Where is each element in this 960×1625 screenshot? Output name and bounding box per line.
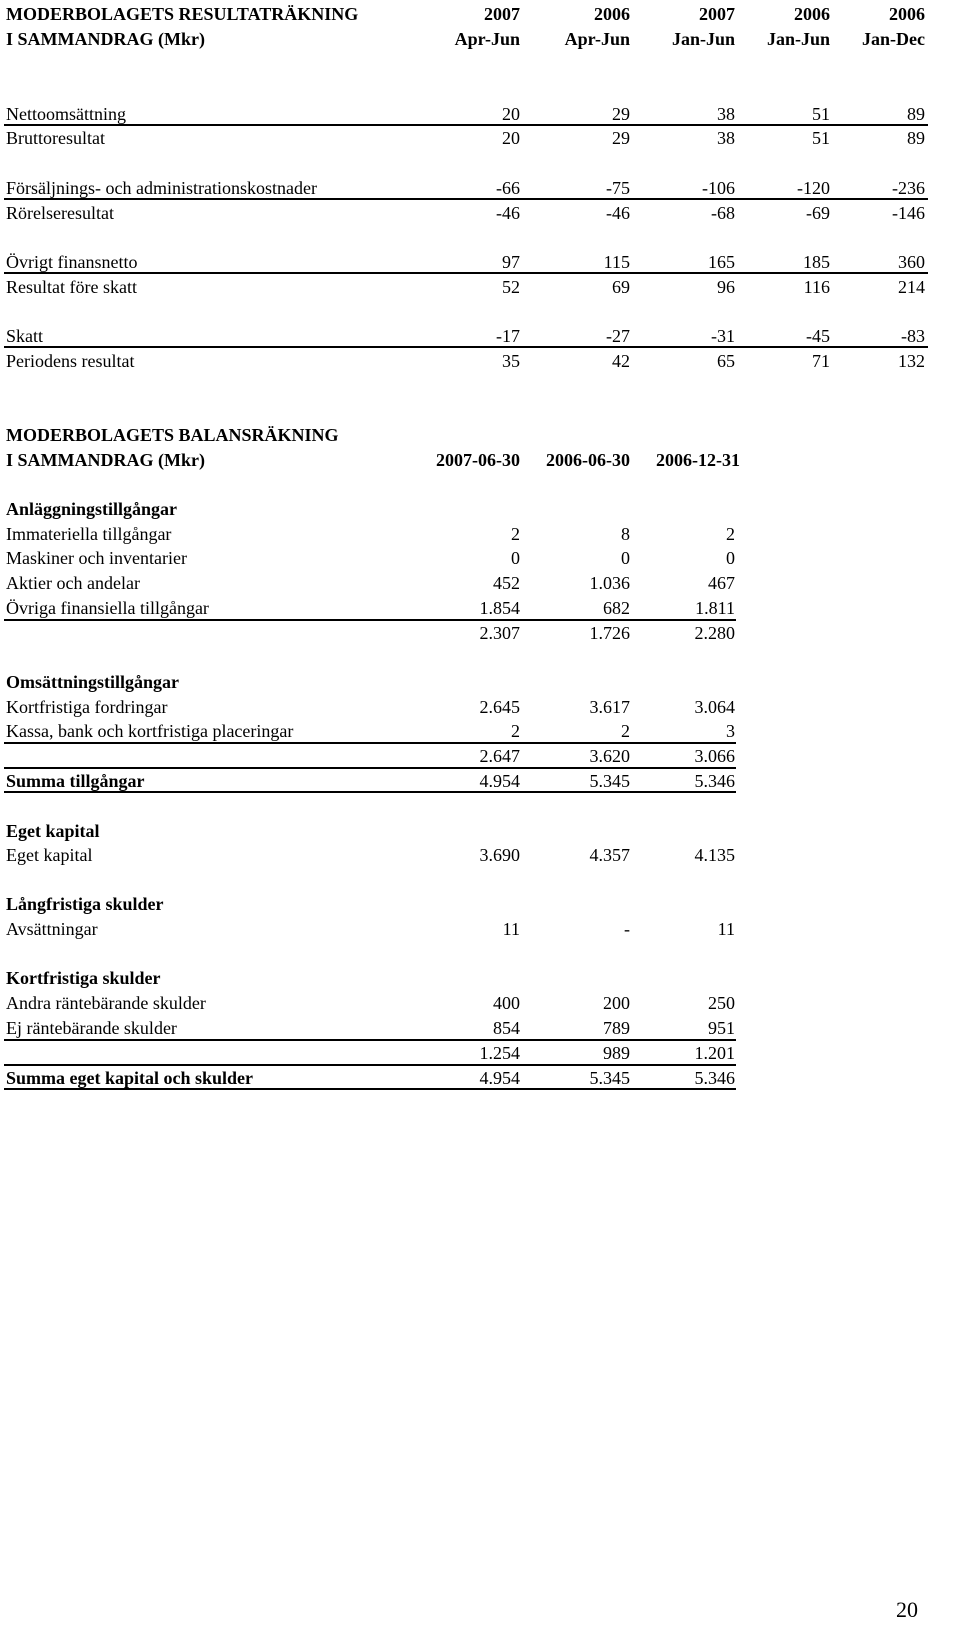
income-cell: -17	[496, 326, 520, 346]
balance-row-label: Övriga finansiella tillgångar	[6, 598, 209, 618]
balance-cell: -	[624, 919, 630, 939]
income-cell: 29	[612, 104, 630, 124]
income-cell: 89	[907, 128, 925, 148]
income-cell: -46	[606, 203, 630, 223]
row-divider	[4, 124, 928, 126]
section-heading-shortterm: Kortfristiga skulder	[6, 968, 161, 988]
subtotal-cell: 1.254	[479, 1043, 520, 1063]
balance-title-line1: MODERBOLAGETS BALANSRÄKNING	[6, 425, 339, 445]
income-cell: 71	[812, 351, 830, 371]
balance-col-date: 2006-12-31	[656, 450, 740, 470]
subtotal-cell: 1.201	[694, 1043, 735, 1063]
row-divider	[4, 1039, 736, 1041]
income-cell: 20	[502, 128, 520, 148]
balance-cell: 452	[493, 573, 520, 593]
income-cell: 185	[803, 252, 830, 272]
income-col-year: 2006	[889, 4, 925, 24]
balance-cell: 4.135	[694, 845, 735, 865]
balance-col-date: 2007-06-30	[436, 450, 520, 470]
balance-cell: 2.645	[479, 697, 520, 717]
subtotal-cell: 1.726	[589, 623, 630, 643]
income-row-label: Bruttoresultat	[6, 128, 105, 148]
income-cell: -106	[702, 178, 735, 198]
income-col-period: Apr-Jun	[454, 29, 520, 49]
income-cell: -31	[711, 326, 735, 346]
income-cell: 214	[898, 277, 925, 297]
income-cell: 69	[612, 277, 630, 297]
section-heading-longterm: Långfristiga skulder	[6, 894, 164, 914]
income-cell: 51	[812, 128, 830, 148]
total-cell: 4.954	[479, 771, 520, 791]
income-cell: 360	[898, 252, 925, 272]
income-cell: 42	[612, 351, 630, 371]
income-cell: -66	[496, 178, 520, 198]
balance-row-label: Kortfristiga fordringar	[6, 697, 168, 717]
balance-cell: 3.064	[694, 697, 735, 717]
balance-row-label: Maskiner och inventarier	[6, 548, 187, 568]
income-cell: 65	[717, 351, 735, 371]
section-heading-equity: Eget kapital	[6, 821, 100, 841]
subtotal-cell: 3.066	[694, 746, 735, 766]
balance-row-label: Avsättningar	[6, 919, 98, 939]
income-cell: -83	[901, 326, 925, 346]
balance-row-label: Ej räntebärande skulder	[6, 1018, 177, 1038]
income-row-label: Periodens resultat	[6, 351, 135, 371]
income-col-year: 2007	[699, 4, 735, 24]
balance-cell: 2	[511, 721, 520, 741]
balance-cell: 11	[502, 919, 520, 939]
row-divider	[4, 346, 928, 348]
balance-cell: 11	[717, 919, 735, 939]
section-heading-current-assets: Omsättningstillgångar	[6, 672, 180, 692]
income-cell: -120	[797, 178, 830, 198]
section-heading-fixed-assets: Anläggningstillgångar	[6, 499, 178, 519]
balance-cell: 3.690	[479, 845, 520, 865]
balance-row-label: Immateriella tillgångar	[6, 524, 172, 544]
income-cell: 115	[603, 252, 630, 272]
subtotal-cell: 989	[603, 1043, 630, 1063]
balance-cell: 3	[726, 721, 735, 741]
balance-row-label: Eget kapital	[6, 845, 93, 865]
assets-total-label: Summa tillgångar	[6, 771, 145, 791]
income-cell: 97	[502, 252, 520, 272]
income-cell: -69	[806, 203, 830, 223]
balance-cell: 3.617	[589, 697, 630, 717]
row-divider	[4, 742, 736, 744]
income-cell: -68	[711, 203, 735, 223]
income-cell: 165	[708, 252, 735, 272]
total-cell: 5.345	[589, 771, 630, 791]
subtotal-cell: 2.307	[479, 623, 520, 643]
balance-cell: 467	[708, 573, 735, 593]
income-col-year: 2006	[594, 4, 630, 24]
balance-row-label: Andra räntebärande skulder	[6, 993, 206, 1013]
balance-cell: 400	[493, 993, 520, 1013]
income-row-label: Skatt	[6, 326, 44, 346]
balance-cell: 0	[511, 548, 520, 568]
income-cell: -75	[606, 178, 630, 198]
income-col-period: Apr-Jun	[564, 29, 630, 49]
total-cell: 5.346	[694, 1068, 735, 1088]
balance-title-line2: I SAMMANDRAG (Mkr)	[6, 450, 205, 470]
income-cell: 116	[803, 277, 830, 297]
liabilities-total-label: Summa eget kapital och skulder	[6, 1068, 254, 1088]
income-cell: -45	[806, 326, 830, 346]
income-row-label: Försäljnings- och administrationskostnader	[6, 178, 317, 198]
income-col-period: Jan-Jun	[671, 29, 735, 49]
income-cell: 51	[812, 104, 830, 124]
row-divider	[4, 619, 736, 621]
balance-cell: 854	[493, 1018, 520, 1038]
balance-cell: 4.357	[589, 845, 630, 865]
balance-col-date: 2006-06-30	[546, 450, 630, 470]
income-row-label: Övrigt finansnetto	[6, 252, 138, 272]
total-cell: 5.346	[694, 771, 735, 791]
balance-cell: 8	[621, 524, 630, 544]
income-cell: 132	[898, 351, 925, 371]
balance-cell: 0	[621, 548, 630, 568]
income-cell: 35	[502, 351, 520, 371]
income-row-label: Rörelseresultat	[6, 203, 114, 223]
income-col-year: 2007	[484, 4, 520, 24]
income-cell: 52	[502, 277, 520, 297]
balance-row-label: Kassa, bank och kortfristiga placeringar	[6, 721, 294, 741]
income-cell: -46	[496, 203, 520, 223]
balance-cell: 1.854	[479, 598, 520, 618]
income-title-line2: I SAMMANDRAG (Mkr)	[6, 29, 205, 49]
balance-cell: 789	[603, 1018, 630, 1038]
row-divider	[4, 791, 736, 793]
income-cell: 29	[612, 128, 630, 148]
income-cell: 96	[717, 277, 735, 297]
row-divider	[4, 1088, 736, 1090]
balance-cell: 0	[726, 548, 735, 568]
income-row-label: Nettoomsättning	[6, 104, 126, 124]
page-number: 20	[896, 1597, 918, 1622]
balance-cell: 250	[708, 993, 735, 1013]
income-cell: -27	[606, 326, 630, 346]
balance-cell: 2	[726, 524, 735, 544]
balance-cell: 200	[603, 993, 630, 1013]
subtotal-cell: 2.280	[694, 623, 735, 643]
subtotal-cell: 2.647	[479, 746, 520, 766]
income-cell: 38	[717, 128, 735, 148]
balance-cell: 2	[621, 721, 630, 741]
income-col-year: 2006	[794, 4, 830, 24]
row-divider	[4, 1064, 736, 1066]
balance-cell: 951	[708, 1018, 735, 1038]
row-divider	[4, 272, 928, 274]
row-divider	[4, 767, 736, 769]
balance-cell: 1.811	[695, 598, 735, 618]
income-title-line1: MODERBOLAGETS RESULTATRÄKNING	[6, 4, 359, 24]
balance-cell: 2	[511, 524, 520, 544]
balance-cell: 682	[603, 598, 630, 618]
row-divider	[4, 198, 928, 200]
balance-row-label: Aktier och andelar	[6, 573, 140, 593]
income-cell: -236	[892, 178, 925, 198]
total-cell: 5.345	[589, 1068, 630, 1088]
income-cell: 38	[717, 104, 735, 124]
balance-cell: 1.036	[589, 573, 630, 593]
income-cell: -146	[892, 203, 925, 223]
income-col-period: Jan-Jun	[766, 29, 830, 49]
income-cell: 20	[502, 104, 520, 124]
income-col-period: Jan-Dec	[862, 29, 925, 49]
subtotal-cell: 3.620	[589, 746, 630, 766]
income-row-label: Resultat före skatt	[6, 277, 137, 297]
income-cell: 89	[907, 104, 925, 124]
total-cell: 4.954	[479, 1068, 520, 1088]
